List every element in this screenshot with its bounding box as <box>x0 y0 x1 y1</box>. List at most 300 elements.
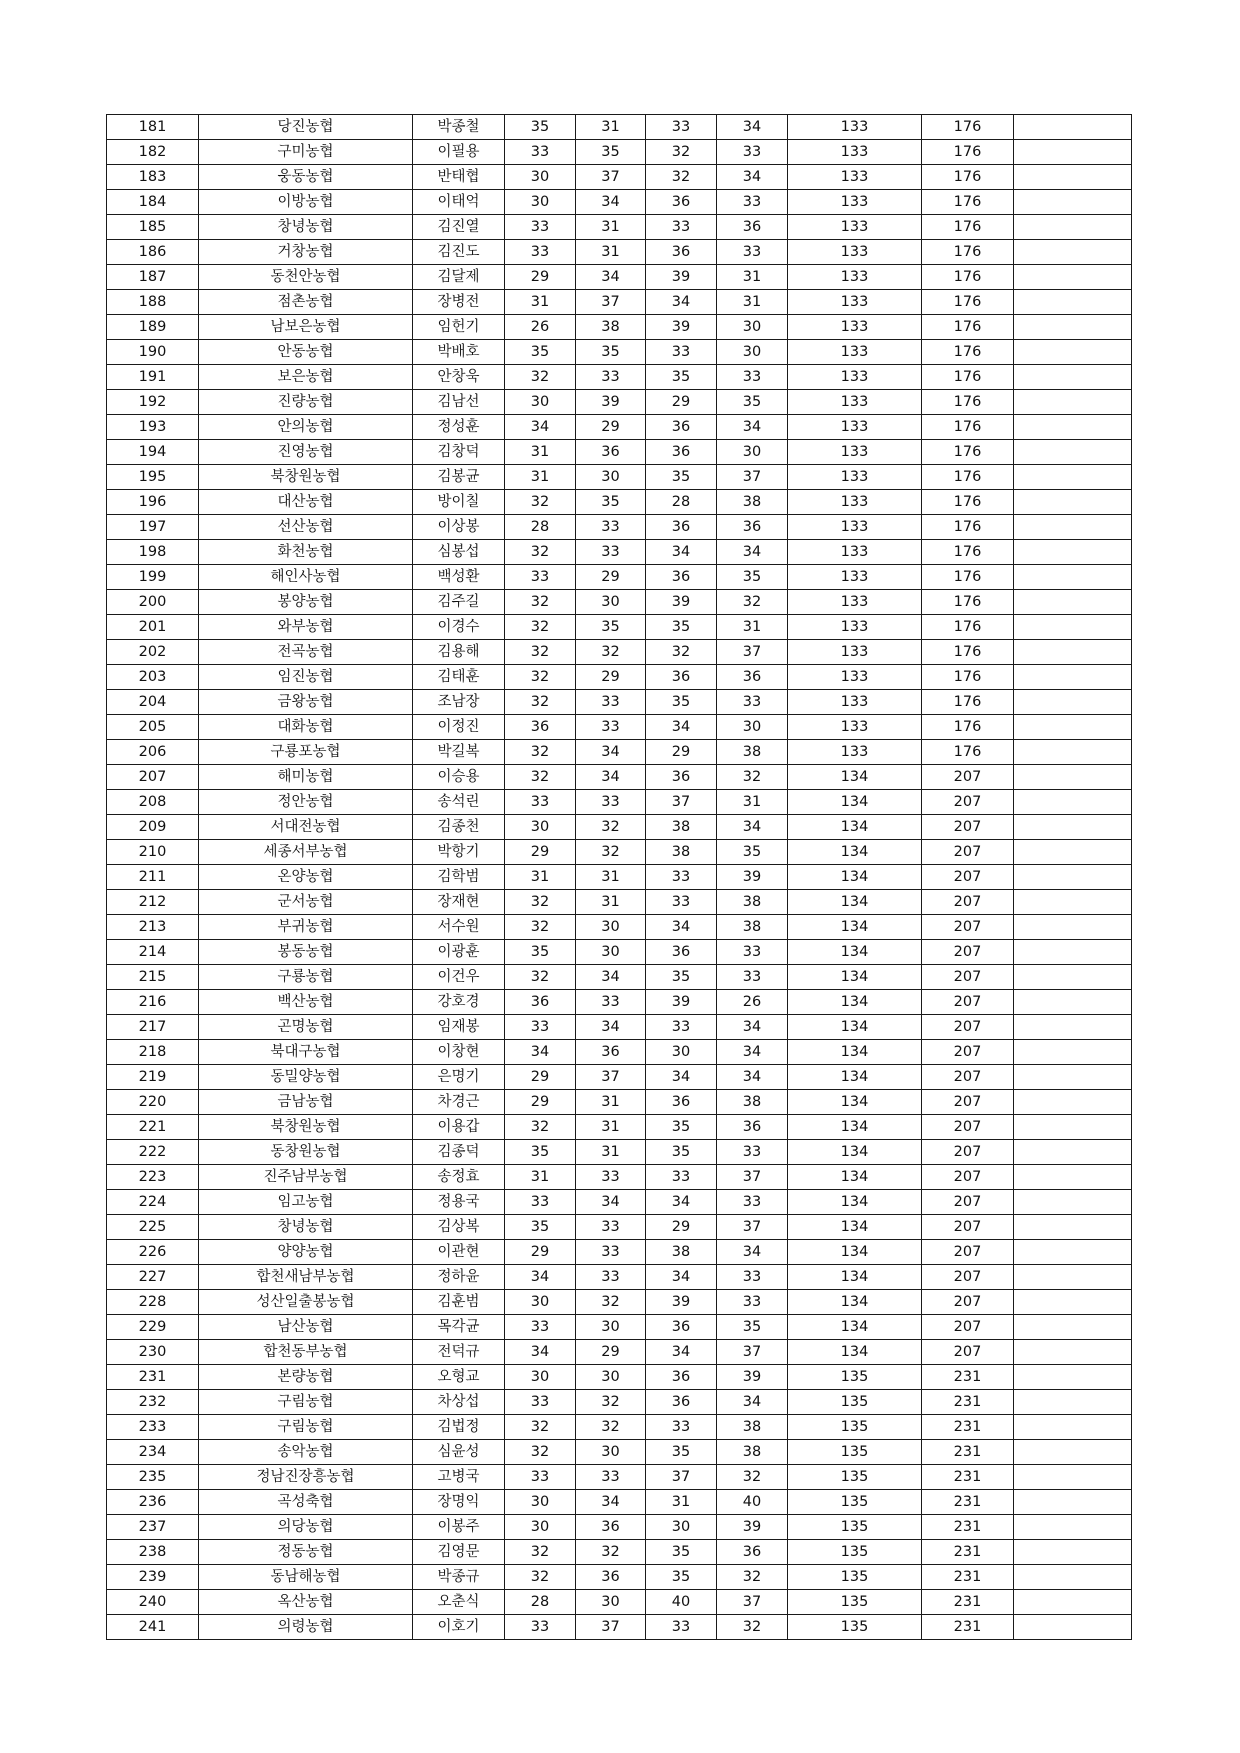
score-3-cell: 32 <box>646 140 717 165</box>
score-3-cell: 35 <box>646 965 717 990</box>
person-name-cell: 오춘식 <box>413 1590 505 1615</box>
score-4-cell: 33 <box>717 140 788 165</box>
org-name-cell: 곤명농협 <box>199 1015 413 1040</box>
person-name-cell: 김학범 <box>413 865 505 890</box>
note-cell <box>1014 1390 1132 1415</box>
score-4-cell: 26 <box>717 990 788 1015</box>
score-4-cell: 38 <box>717 740 788 765</box>
score-3-cell: 33 <box>646 1415 717 1440</box>
score-1-cell: 31 <box>505 1165 576 1190</box>
org-name-cell: 임진농협 <box>199 665 413 690</box>
note-cell <box>1014 1465 1132 1490</box>
rank-cell: 200 <box>107 590 199 615</box>
rank-cell: 202 <box>107 640 199 665</box>
rank-cell: 232 <box>107 1390 199 1415</box>
position-cell: 207 <box>922 865 1014 890</box>
rank-cell: 240 <box>107 1590 199 1615</box>
total-cell: 133 <box>788 640 922 665</box>
note-cell <box>1014 665 1132 690</box>
note-cell <box>1014 1165 1132 1190</box>
score-4-cell: 38 <box>717 1440 788 1465</box>
table-row <box>107 665 1132 690</box>
score-4-cell: 35 <box>717 390 788 415</box>
org-name-cell: 창녕농협 <box>199 215 413 240</box>
score-2-cell: 30 <box>576 940 646 965</box>
note-cell <box>1014 215 1132 240</box>
score-1-cell: 28 <box>505 515 576 540</box>
total-cell: 135 <box>788 1440 922 1465</box>
note-cell <box>1014 1315 1132 1340</box>
total-cell: 133 <box>788 190 922 215</box>
table-row <box>107 790 1132 815</box>
rank-cell: 192 <box>107 390 199 415</box>
rank-cell: 211 <box>107 865 199 890</box>
score-3-cell: 28 <box>646 490 717 515</box>
score-4-cell: 37 <box>717 1215 788 1240</box>
score-1-cell: 30 <box>505 390 576 415</box>
rank-cell: 196 <box>107 490 199 515</box>
score-3-cell: 33 <box>646 340 717 365</box>
score-2-cell: 30 <box>576 1315 646 1340</box>
score-3-cell: 33 <box>646 115 717 140</box>
position-cell: 176 <box>922 640 1014 665</box>
org-name-cell: 동남해농협 <box>199 1565 413 1590</box>
rank-cell: 189 <box>107 315 199 340</box>
rank-cell: 235 <box>107 1465 199 1490</box>
org-name-cell: 안의농협 <box>199 415 413 440</box>
org-name-cell: 옥산농협 <box>199 1590 413 1615</box>
score-4-cell: 34 <box>717 165 788 190</box>
note-cell <box>1014 640 1132 665</box>
note-cell <box>1014 715 1132 740</box>
table-row <box>107 890 1132 915</box>
position-cell: 231 <box>922 1615 1014 1640</box>
org-name-cell: 동밀양농협 <box>199 1065 413 1090</box>
score-1-cell: 32 <box>505 1540 576 1565</box>
note-cell <box>1014 465 1132 490</box>
score-4-cell: 35 <box>717 565 788 590</box>
org-name-cell: 안동농협 <box>199 340 413 365</box>
org-name-cell: 진영농협 <box>199 440 413 465</box>
score-3-cell: 34 <box>646 715 717 740</box>
person-name-cell: 송석린 <box>413 790 505 815</box>
position-cell: 176 <box>922 315 1014 340</box>
person-name-cell: 반태협 <box>413 165 505 190</box>
score-4-cell: 35 <box>717 1315 788 1340</box>
note-cell <box>1014 915 1132 940</box>
total-cell: 134 <box>788 940 922 965</box>
results-table-body <box>107 115 1132 1640</box>
position-cell: 176 <box>922 515 1014 540</box>
score-3-cell: 39 <box>646 990 717 1015</box>
person-name-cell: 박종규 <box>413 1565 505 1590</box>
note-cell <box>1014 1415 1132 1440</box>
rank-cell: 193 <box>107 415 199 440</box>
total-cell: 134 <box>788 1165 922 1190</box>
position-cell: 176 <box>922 365 1014 390</box>
position-cell: 231 <box>922 1590 1014 1615</box>
score-4-cell: 31 <box>717 265 788 290</box>
total-cell: 134 <box>788 890 922 915</box>
table-row <box>107 265 1132 290</box>
score-2-cell: 37 <box>576 290 646 315</box>
rank-cell: 238 <box>107 1540 199 1565</box>
total-cell: 134 <box>788 1340 922 1365</box>
table-row <box>107 1190 1132 1215</box>
table-row <box>107 1590 1132 1615</box>
results-table <box>106 114 1132 1640</box>
score-1-cell: 32 <box>505 665 576 690</box>
score-2-cell: 32 <box>576 640 646 665</box>
total-cell: 134 <box>788 840 922 865</box>
position-cell: 207 <box>922 1090 1014 1115</box>
score-4-cell: 36 <box>717 215 788 240</box>
org-name-cell: 정안농협 <box>199 790 413 815</box>
note-cell <box>1014 565 1132 590</box>
org-name-cell: 구림농협 <box>199 1390 413 1415</box>
score-4-cell: 33 <box>717 1265 788 1290</box>
note-cell <box>1014 790 1132 815</box>
person-name-cell: 임재봉 <box>413 1015 505 1040</box>
org-name-cell: 전곡농협 <box>199 640 413 665</box>
score-1-cell: 30 <box>505 1365 576 1390</box>
score-3-cell: 35 <box>646 615 717 640</box>
total-cell: 133 <box>788 165 922 190</box>
score-2-cell: 34 <box>576 1190 646 1215</box>
score-4-cell: 34 <box>717 1240 788 1265</box>
score-3-cell: 35 <box>646 365 717 390</box>
org-name-cell: 당진농협 <box>199 115 413 140</box>
score-4-cell: 30 <box>717 440 788 465</box>
total-cell: 134 <box>788 1215 922 1240</box>
score-2-cell: 34 <box>576 265 646 290</box>
score-1-cell: 32 <box>505 1115 576 1140</box>
score-2-cell: 32 <box>576 1540 646 1565</box>
score-4-cell: 33 <box>717 965 788 990</box>
score-4-cell: 32 <box>717 1615 788 1640</box>
table-row <box>107 465 1132 490</box>
table-row <box>107 115 1132 140</box>
score-4-cell: 33 <box>717 1290 788 1315</box>
score-1-cell: 33 <box>505 215 576 240</box>
score-1-cell: 33 <box>505 240 576 265</box>
person-name-cell: 박배호 <box>413 340 505 365</box>
table-row <box>107 640 1132 665</box>
note-cell <box>1014 115 1132 140</box>
score-1-cell: 32 <box>505 915 576 940</box>
note-cell <box>1014 290 1132 315</box>
score-3-cell: 35 <box>646 465 717 490</box>
score-3-cell: 36 <box>646 440 717 465</box>
score-3-cell: 35 <box>646 1115 717 1140</box>
score-4-cell: 39 <box>717 1365 788 1390</box>
total-cell: 134 <box>788 1015 922 1040</box>
position-cell: 207 <box>922 1040 1014 1065</box>
position-cell: 207 <box>922 1315 1014 1340</box>
score-1-cell: 29 <box>505 265 576 290</box>
org-name-cell: 성산일출봉농협 <box>199 1290 413 1315</box>
score-2-cell: 36 <box>576 1565 646 1590</box>
rank-cell: 213 <box>107 915 199 940</box>
position-cell: 231 <box>922 1415 1014 1440</box>
org-name-cell: 동천안농협 <box>199 265 413 290</box>
note-cell <box>1014 1265 1132 1290</box>
person-name-cell: 목각균 <box>413 1315 505 1340</box>
total-cell: 133 <box>788 715 922 740</box>
table-row <box>107 1565 1132 1590</box>
total-cell: 133 <box>788 290 922 315</box>
score-3-cell: 35 <box>646 690 717 715</box>
person-name-cell: 차경근 <box>413 1090 505 1115</box>
person-name-cell: 이태억 <box>413 190 505 215</box>
person-name-cell: 박항기 <box>413 840 505 865</box>
position-cell: 207 <box>922 915 1014 940</box>
org-name-cell: 해인사농협 <box>199 565 413 590</box>
score-3-cell: 29 <box>646 1215 717 1240</box>
score-2-cell: 37 <box>576 165 646 190</box>
total-cell: 133 <box>788 490 922 515</box>
position-cell: 176 <box>922 340 1014 365</box>
person-name-cell: 이상봉 <box>413 515 505 540</box>
person-name-cell: 이건우 <box>413 965 505 990</box>
person-name-cell: 박길복 <box>413 740 505 765</box>
total-cell: 135 <box>788 1540 922 1565</box>
score-1-cell: 30 <box>505 1490 576 1515</box>
person-name-cell: 심윤성 <box>413 1440 505 1465</box>
org-name-cell: 봉동농협 <box>199 940 413 965</box>
score-2-cell: 33 <box>576 990 646 1015</box>
note-cell <box>1014 1565 1132 1590</box>
score-1-cell: 32 <box>505 740 576 765</box>
person-name-cell: 김훈범 <box>413 1290 505 1315</box>
position-cell: 176 <box>922 165 1014 190</box>
org-name-cell: 구룡농협 <box>199 965 413 990</box>
score-2-cell: 32 <box>576 815 646 840</box>
rank-cell: 241 <box>107 1615 199 1640</box>
person-name-cell: 조남장 <box>413 690 505 715</box>
position-cell: 176 <box>922 690 1014 715</box>
score-3-cell: 33 <box>646 215 717 240</box>
table-row <box>107 1040 1132 1065</box>
position-cell: 207 <box>922 1290 1014 1315</box>
score-1-cell: 29 <box>505 1065 576 1090</box>
score-1-cell: 29 <box>505 1090 576 1115</box>
score-2-cell: 31 <box>576 240 646 265</box>
position-cell: 207 <box>922 1340 1014 1365</box>
score-4-cell: 31 <box>717 790 788 815</box>
position-cell: 176 <box>922 540 1014 565</box>
rank-cell: 204 <box>107 690 199 715</box>
position-cell: 207 <box>922 815 1014 840</box>
position-cell: 176 <box>922 415 1014 440</box>
position-cell: 231 <box>922 1390 1014 1415</box>
score-3-cell: 36 <box>646 1365 717 1390</box>
rank-cell: 203 <box>107 665 199 690</box>
table-row <box>107 490 1132 515</box>
score-2-cell: 34 <box>576 1490 646 1515</box>
note-cell <box>1014 1590 1132 1615</box>
score-3-cell: 37 <box>646 1465 717 1490</box>
total-cell: 133 <box>788 265 922 290</box>
note-cell <box>1014 965 1132 990</box>
total-cell: 134 <box>788 815 922 840</box>
person-name-cell: 이정진 <box>413 715 505 740</box>
org-name-cell: 북대구농협 <box>199 1040 413 1065</box>
table-row <box>107 290 1132 315</box>
table-row <box>107 540 1132 565</box>
org-name-cell: 보은농협 <box>199 365 413 390</box>
rank-cell: 207 <box>107 765 199 790</box>
total-cell: 133 <box>788 590 922 615</box>
person-name-cell: 장병전 <box>413 290 505 315</box>
score-3-cell: 34 <box>646 1065 717 1090</box>
score-3-cell: 35 <box>646 1540 717 1565</box>
score-2-cell: 36 <box>576 1515 646 1540</box>
org-name-cell: 이방농협 <box>199 190 413 215</box>
note-cell <box>1014 940 1132 965</box>
score-4-cell: 40 <box>717 1490 788 1515</box>
rank-cell: 230 <box>107 1340 199 1365</box>
note-cell <box>1014 1190 1132 1215</box>
score-1-cell: 33 <box>505 1465 576 1490</box>
total-cell: 134 <box>788 965 922 990</box>
note-cell <box>1014 1540 1132 1565</box>
score-4-cell: 30 <box>717 715 788 740</box>
org-name-cell: 동창원농협 <box>199 1140 413 1165</box>
rank-cell: 195 <box>107 465 199 490</box>
table-row <box>107 340 1132 365</box>
score-2-cell: 31 <box>576 890 646 915</box>
position-cell: 207 <box>922 1140 1014 1165</box>
position-cell: 207 <box>922 890 1014 915</box>
total-cell: 135 <box>788 1565 922 1590</box>
score-4-cell: 34 <box>717 1065 788 1090</box>
table-row <box>107 1340 1132 1365</box>
total-cell: 135 <box>788 1615 922 1640</box>
score-3-cell: 38 <box>646 815 717 840</box>
rank-cell: 198 <box>107 540 199 565</box>
score-3-cell: 33 <box>646 890 717 915</box>
position-cell: 176 <box>922 240 1014 265</box>
score-2-cell: 32 <box>576 840 646 865</box>
score-1-cell: 33 <box>505 140 576 165</box>
note-cell <box>1014 1240 1132 1265</box>
score-3-cell: 30 <box>646 1515 717 1540</box>
table-row <box>107 315 1132 340</box>
rank-cell: 239 <box>107 1565 199 1590</box>
position-cell: 231 <box>922 1565 1014 1590</box>
position-cell: 207 <box>922 1265 1014 1290</box>
position-cell: 176 <box>922 615 1014 640</box>
score-3-cell: 36 <box>646 765 717 790</box>
person-name-cell: 이광훈 <box>413 940 505 965</box>
table-row <box>107 1415 1132 1440</box>
score-1-cell: 31 <box>505 290 576 315</box>
total-cell: 135 <box>788 1465 922 1490</box>
score-1-cell: 35 <box>505 1215 576 1240</box>
score-4-cell: 35 <box>717 840 788 865</box>
score-1-cell: 28 <box>505 1590 576 1615</box>
person-name-cell: 박종철 <box>413 115 505 140</box>
total-cell: 135 <box>788 1490 922 1515</box>
score-2-cell: 29 <box>576 665 646 690</box>
person-name-cell: 차상섭 <box>413 1390 505 1415</box>
score-4-cell: 33 <box>717 365 788 390</box>
score-1-cell: 32 <box>505 490 576 515</box>
total-cell: 134 <box>788 790 922 815</box>
score-3-cell: 34 <box>646 540 717 565</box>
score-2-cell: 36 <box>576 1040 646 1065</box>
note-cell <box>1014 1515 1132 1540</box>
rank-cell: 223 <box>107 1165 199 1190</box>
score-3-cell: 36 <box>646 415 717 440</box>
score-3-cell: 36 <box>646 665 717 690</box>
score-2-cell: 31 <box>576 1115 646 1140</box>
table-row <box>107 1065 1132 1090</box>
table-row <box>107 1465 1132 1490</box>
score-1-cell: 30 <box>505 1515 576 1540</box>
table-row <box>107 1515 1132 1540</box>
score-1-cell: 29 <box>505 1240 576 1265</box>
position-cell: 176 <box>922 740 1014 765</box>
score-3-cell: 34 <box>646 1265 717 1290</box>
table-row <box>107 840 1132 865</box>
table-row <box>107 1115 1132 1140</box>
rank-cell: 187 <box>107 265 199 290</box>
total-cell: 133 <box>788 565 922 590</box>
score-1-cell: 32 <box>505 1415 576 1440</box>
note-cell <box>1014 540 1132 565</box>
total-cell: 134 <box>788 765 922 790</box>
table-row <box>107 1015 1132 1040</box>
org-name-cell: 정남진장흥농협 <box>199 1465 413 1490</box>
position-cell: 231 <box>922 1490 1014 1515</box>
org-name-cell: 진주남부농협 <box>199 1165 413 1190</box>
score-2-cell: 35 <box>576 615 646 640</box>
position-cell: 176 <box>922 490 1014 515</box>
org-name-cell: 서대전농협 <box>199 815 413 840</box>
position-cell: 207 <box>922 1015 1014 1040</box>
org-name-cell: 대화농협 <box>199 715 413 740</box>
table-row <box>107 765 1132 790</box>
person-name-cell: 이호기 <box>413 1615 505 1640</box>
rank-cell: 194 <box>107 440 199 465</box>
score-2-cell: 30 <box>576 1590 646 1615</box>
org-name-cell: 송악농협 <box>199 1440 413 1465</box>
score-2-cell: 35 <box>576 340 646 365</box>
position-cell: 231 <box>922 1440 1014 1465</box>
score-3-cell: 39 <box>646 590 717 615</box>
score-4-cell: 33 <box>717 940 788 965</box>
total-cell: 133 <box>788 340 922 365</box>
org-name-cell: 구룡포농협 <box>199 740 413 765</box>
score-1-cell: 30 <box>505 1290 576 1315</box>
org-name-cell: 금남농협 <box>199 1090 413 1115</box>
total-cell: 133 <box>788 665 922 690</box>
position-cell: 176 <box>922 590 1014 615</box>
note-cell <box>1014 340 1132 365</box>
person-name-cell: 이경수 <box>413 615 505 640</box>
score-1-cell: 33 <box>505 1615 576 1640</box>
note-cell <box>1014 1615 1132 1640</box>
score-3-cell: 36 <box>646 190 717 215</box>
table-row <box>107 190 1132 215</box>
score-1-cell: 32 <box>505 1565 576 1590</box>
table-row <box>107 565 1132 590</box>
position-cell: 231 <box>922 1515 1014 1540</box>
org-name-cell: 정동농협 <box>199 1540 413 1565</box>
person-name-cell: 오형교 <box>413 1365 505 1390</box>
